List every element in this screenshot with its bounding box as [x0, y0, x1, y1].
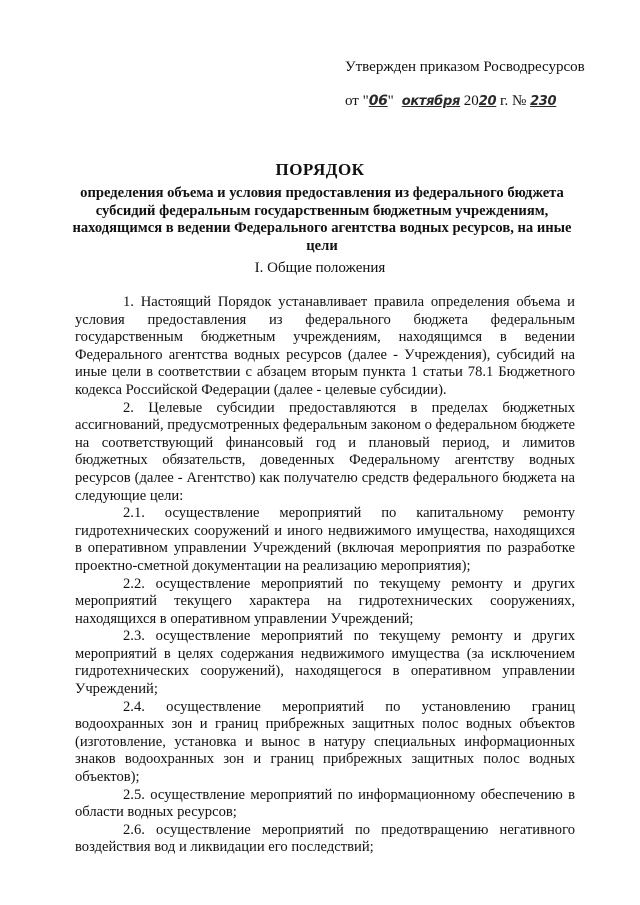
document-subtitle: определения объема и условия предоставления из федерального бюджета субсидий федеральным государственным бюджетным учреждениям, находящимся в ведении Федерального агентства водных ресурсов, на иные цели — [72, 185, 572, 254]
paragraph-2-3: 2.3. осуществление мероприятий по текущему ремонту и других мероприятий в целях содержания недвижимого имущества (за исключением гидротехнических сооружений), находящегося в оперативном управлении Учреждений; — [75, 628, 575, 698]
approval-line: Утвержден приказом Росводресурсов — [345, 59, 585, 75]
document-body — [75, 294, 575, 857]
paragraph-2: 2. Целевые субсидии предоставляются в пределах бюджетных ассигнований, предусмотренных федеральным законом о федеральном бюджете на соответствующий финансовый год и плановый период, и лимитов бюджетных обязательств, доведенных Федеральному агентству водных ресурсов (далее - Агентство) как получателю средств федерального бюджета на следующие цели: — [75, 399, 575, 504]
paragraph-2-1: 2.1. осуществление мероприятий по капитальному ремонту гидротехнических сооружений и иного недвижимого имущества, находящихся в оперативном управлении Учреждений (включая мероприятия по разработке проектно-сметной документации на реализацию мероприятия); — [75, 505, 575, 574]
date-suffix: г. № — [500, 93, 527, 109]
paragraph-1: 1. Настоящий Порядок устанавливает правила определения объема и условия предоставления из федерального бюджета федеральным государственным бюджетным учреждениям, находящимся в ведении Федерального агентства водных ресурсов (далее - Учреждения), субсидий на иные цели в соответствии с абзацем вторым пункта 1 статьи 78.1 Бюджетного кодекса Российской Федерации (далее - целевые субсидии). — [75, 294, 575, 398]
document-title: ПОРЯДОК — [275, 160, 365, 179]
paragraph-2-5: 2.5. осуществление мероприятий по информационному обеспечению в области водных ресурсов; — [75, 786, 575, 821]
handwritten-order-number: 230 — [530, 94, 557, 109]
handwritten-year: 20 — [478, 94, 497, 109]
approval-block — [345, 50, 625, 119]
date-quote: " — [387, 93, 394, 109]
approval-date-line — [345, 84, 625, 119]
paragraph-2-2: 2.2. осуществление мероприятий по текущему ремонту и других мероприятий текущего характера на гидротехнических сооружениях, находящихся в оперативном управлении Учреждений; — [75, 575, 575, 627]
date-prefix: от " — [345, 93, 369, 109]
paragraph-2-4: 2.4. осуществление мероприятий по установлению границ водоохранных зон и границ прибрежных защитных полос водных объектов (изготовление, установка и вынос в натуру специальных информационных знаков водоохранных зон и границ прибрежных защитных полос водных объектов); — [75, 698, 575, 786]
paragraph-2-6: 2.6. осуществление мероприятий по предотвращению негативного воздействия вод и ликвидации его последствий; — [75, 821, 575, 856]
handwritten-day: 06 — [368, 93, 388, 109]
date-year-prefix: 20 — [463, 93, 479, 109]
section-heading: I. Общие положения — [254, 260, 386, 276]
handwritten-month: октября — [401, 94, 461, 109]
